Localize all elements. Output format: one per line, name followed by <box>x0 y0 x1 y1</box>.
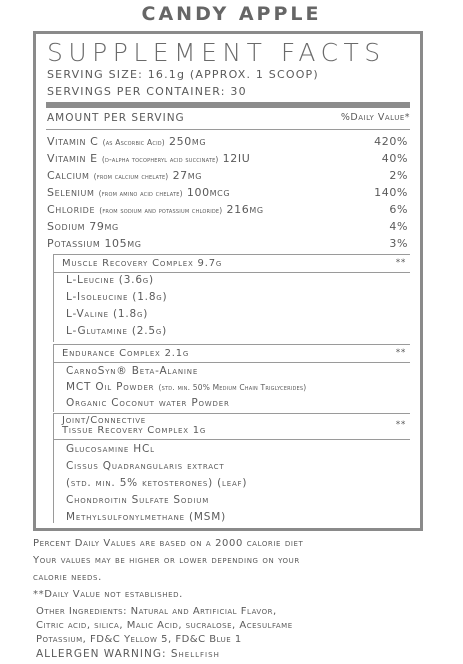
ingredient: L-Glutamine (2.5g) <box>66 325 167 337</box>
footnote-line: Your values may be higher or lower depending on your <box>33 555 300 566</box>
nutrient-dv: 2% <box>389 169 408 182</box>
supplement-facts-panel <box>33 31 423 531</box>
ingredient: CarnoSyn® Beta-Alanine <box>66 365 199 377</box>
footnote-line: Percent Daily Values are based on a 2000 calorie diet <box>33 538 304 549</box>
nutrient-row: Calcium (from calcium chelate) 27mg <box>47 169 203 182</box>
thick-rule <box>46 102 410 108</box>
daily-value-header: %Daily Value* <box>340 112 410 123</box>
ingredient: Methylsulfonylmethane (MSM) <box>66 511 226 523</box>
nutrient-dv: 140% <box>374 186 408 199</box>
blend-star: ** <box>395 258 406 268</box>
blend-rule <box>54 272 410 273</box>
blend-name: Endurance Complex 2.1g <box>62 348 190 359</box>
nutrient-dv: 40% <box>381 152 408 165</box>
ingredient: Chondroitin Sulfate Sodium <box>66 494 210 506</box>
blend-star: ** <box>395 348 406 358</box>
serving-size: SERVING SIZE: 16.1g (APPROX. 1 SCOOP) <box>47 68 319 81</box>
nutrient-row: Vitamin E (d-alpha tocopheryl acid succinate) 12IU <box>47 152 251 165</box>
ingredient: L-Leucine (3.6g) <box>66 274 154 286</box>
other-ingredients-line: Potassium, FD&C Yellow 5, FD&C Blue 1 <box>36 634 242 645</box>
blend-star: ** <box>395 420 406 430</box>
other-ingredients-line: Citric acid, silica, Malic Acid, sucralose, Acesulfame <box>36 620 293 631</box>
nutrient-row: Potassium 105mg <box>47 237 142 250</box>
servings-per-container: SERVINGS PER CONTAINER: 30 <box>47 85 247 98</box>
ingredient: L-Isoleucine (1.8g) <box>66 291 168 303</box>
ingredient: L-Valine (1.8g) <box>66 308 149 320</box>
ingredient: Glucosamine HCl <box>66 443 155 455</box>
header-rule <box>46 129 410 130</box>
footnote-line: calorie needs. <box>33 572 102 583</box>
nutrient-dv: 4% <box>389 220 408 233</box>
supplement-facts-title: SUPPLEMENT FACTS <box>47 38 386 67</box>
amount-per-serving-header: AMOUNT PER SERVING <box>47 112 185 124</box>
nutrient-row: Selenium (from amino acid chelate) 100mcg <box>47 186 231 199</box>
other-ingredients-line: Other Ingredients: Natural and Artificial Flavor, <box>36 606 277 617</box>
footnote-dv-not-established: **Daily Value not established. <box>33 589 183 600</box>
ingredient: MCT Oil Powder (std. min. 50% Medium Chain Triglycerides) <box>66 381 307 393</box>
nutrient-dv: 6% <box>389 203 408 216</box>
blend-rule <box>54 439 410 440</box>
nutrient-row: Sodium 79mg <box>47 220 119 233</box>
ingredient: Cissus Quadrangularis extract <box>66 460 225 472</box>
blend-name: Muscle Recovery Complex 9.7g <box>62 258 223 269</box>
blend-name: Joint/Connective Tissue Recovery Complex 1g <box>62 415 207 436</box>
nutrient-dv: 420% <box>374 135 408 148</box>
nutrient-row: Chloride (from sodium and potassium chloride) 216mg <box>47 203 264 216</box>
allergen-warning: ALLERGEN WARNING: Shellfish <box>36 648 220 660</box>
nutrient-dv: 3% <box>389 237 408 250</box>
blend-rule <box>54 362 410 363</box>
product-name: CANDY APPLE <box>141 3 322 25</box>
nutrient-row: Vitamin C (as Ascorbic Acid) 250mg <box>47 135 207 148</box>
ingredient: Organic Coconut water Powder <box>66 397 230 409</box>
ingredient: (std. min. 5% ketosterones) (leaf) <box>66 477 248 489</box>
